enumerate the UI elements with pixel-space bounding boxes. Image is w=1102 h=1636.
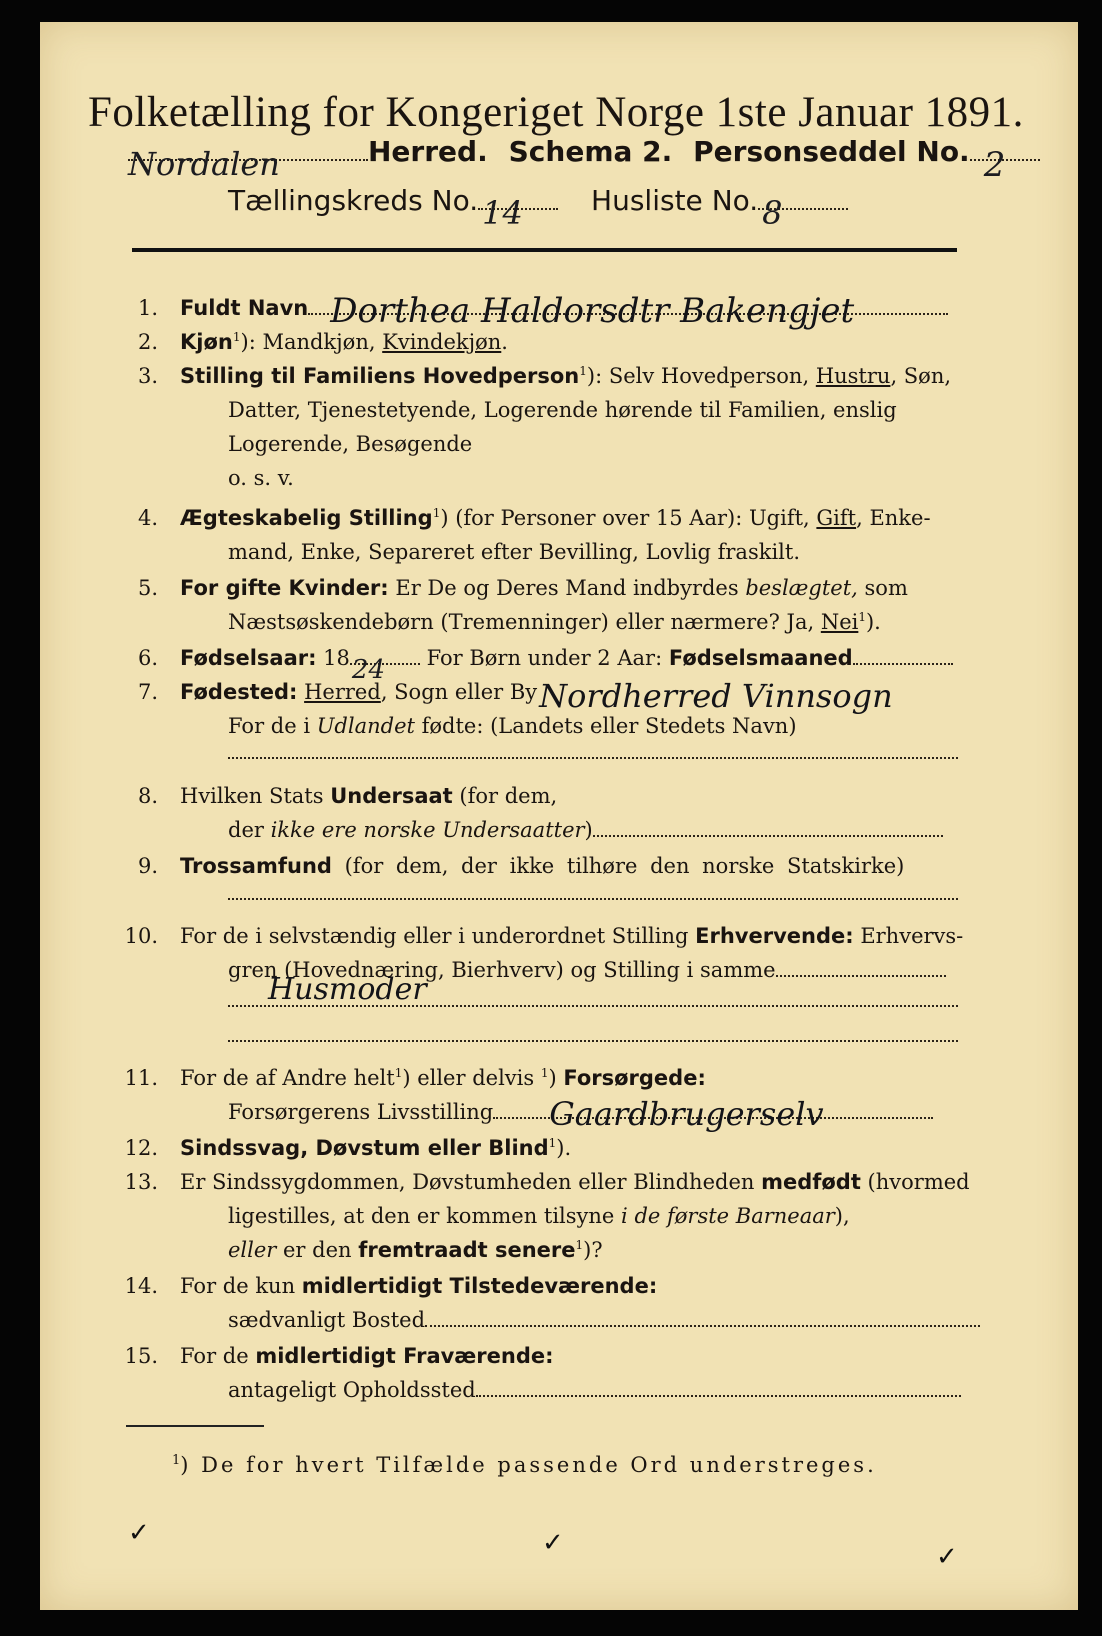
item-5-line-2: [228, 610, 881, 634]
birth-year-field: [350, 655, 420, 685]
item-2-text-c: .: [501, 330, 508, 354]
item-13-line-3-label: fremtraadt senere: [358, 1238, 576, 1262]
item-8-line-2-a: der: [228, 818, 271, 842]
item-13-line-2-b: i de første Barneaar: [621, 1204, 835, 1228]
husliste-field: [758, 194, 848, 232]
item-9-number: 9.: [137, 854, 158, 878]
pen-mark-left: ✓: [128, 1518, 150, 1548]
item-12-after: ).: [556, 1136, 572, 1160]
footnote-divider: [126, 1425, 264, 1427]
item-2-row: [180, 330, 508, 354]
item-10-text-a: For de i selvstændig eller i underordnet Stilling: [180, 924, 696, 948]
personseddel-value: 2: [983, 145, 1006, 185]
item-10-label: Erhvervende:: [695, 924, 854, 948]
item-12-label: Sindssvag, Døvstum eller Blind: [180, 1136, 549, 1160]
item-7-blank-line: [228, 757, 958, 759]
item-8-text-c: (for dem,: [452, 784, 558, 808]
schema-label: Schema 2.: [508, 135, 673, 168]
item-6-number: 6.: [137, 646, 158, 670]
item-5-line-2-end: ).: [865, 610, 881, 634]
provider-occupation-value: Gaardbrugerselv: [549, 1095, 824, 1133]
header-line-2: [228, 184, 848, 232]
item-10-line-2-dots: [776, 975, 946, 977]
personseddel-field: [970, 145, 1040, 185]
pen-mark-center: ✓: [542, 1528, 564, 1558]
item-2-number: 2.: [137, 330, 158, 354]
item-13-line-2: [228, 1204, 850, 1228]
item-9-label: Trossamfund: [180, 854, 332, 878]
item-5-text-c: som: [857, 576, 908, 600]
item-2-selected-option: Kvindekjøn: [382, 330, 502, 354]
kreds-label: Tællingskreds No.: [228, 184, 479, 217]
kreds-value: 14: [482, 194, 523, 232]
item-13-line-3-a: eller: [228, 1238, 277, 1262]
item-14-line-1: [180, 1274, 657, 1298]
item-2-text-a: ): Mandkjøn,: [240, 330, 383, 354]
birth-month-label: Fødselsmaaned: [668, 646, 853, 670]
item-2-label: Kjøn: [180, 330, 233, 354]
item-10-line-2-text: gren (Hovednæring, Bierhverv) og Stilling i samme: [228, 958, 776, 982]
item-15-text-a: For de: [180, 1344, 256, 1368]
provider-occupation-field: [493, 1095, 933, 1133]
husliste-value: 8: [762, 194, 783, 232]
item-13-line-3-b: er den: [276, 1238, 359, 1262]
birth-year-prefix: 18: [316, 646, 350, 670]
item-15-line-2: [228, 1378, 961, 1402]
item-9-blank-line: [228, 898, 958, 900]
item-7-line-1: [180, 677, 977, 715]
item-3-label: Stilling til Familiens Hovedperson: [180, 364, 580, 388]
item-13-line-3-c: )?: [583, 1238, 603, 1262]
item-4-selected-option: Gift: [816, 506, 857, 530]
full-name-field: [308, 291, 948, 331]
item-7-line-2: [228, 714, 797, 738]
item-15-line-1: [180, 1344, 554, 1368]
item-3-selected-option: Hustru: [815, 364, 891, 388]
citizenship-field: [593, 835, 943, 837]
item-13-text-a: Er Sindssygdommen, Døvstumheden eller Blindheden: [180, 1170, 762, 1194]
item-15-line-2-text: antageligt Opholdssted: [228, 1378, 476, 1402]
item-11-line-2: [228, 1095, 933, 1133]
item-15-label: midlertidigt Fraværende:: [255, 1344, 554, 1368]
item-7-selected-option: Herred: [304, 680, 381, 704]
item-3-line-2: Datter, Tjenestetyende, Logerende hørende til Familien, enslig: [228, 398, 897, 422]
item-10-number: 10.: [124, 924, 158, 948]
item-5-text-a: Er De og Deres Mand indbyrdes: [388, 576, 746, 600]
probable-residence-field: [476, 1395, 961, 1397]
item-3-footnote-mark: 1: [579, 364, 587, 378]
item-13-footnote-mark: 1: [575, 1238, 584, 1252]
item-8-label: Undersaat: [330, 784, 453, 808]
item-11-line-1: [180, 1066, 706, 1090]
item-5-line-1: [180, 576, 908, 600]
item-11-text-a: For de af Andre helt: [180, 1066, 395, 1090]
item-4-text-a: ) (for Personer over 15 Aar): Ugift,: [440, 506, 817, 530]
item-10-line-1: [180, 924, 963, 948]
birth-month-field: [853, 663, 953, 665]
item-13-number: 13.: [124, 1170, 158, 1194]
item-6-row: [180, 646, 953, 685]
item-5-label: For gifte Kvinder:: [180, 576, 389, 600]
item-15-number: 15.: [124, 1344, 158, 1368]
item-13-text-c: (hvormed: [860, 1170, 970, 1194]
herred-value: Nordalen: [128, 145, 280, 183]
usual-residence-field: [425, 1325, 980, 1327]
item-7-number: 7.: [137, 680, 158, 704]
item-5-text-b: beslægtet,: [745, 576, 858, 600]
item-3-text-a: ): Selv Hovedperson,: [586, 364, 816, 388]
form-title: Folketælling for Kongeriget Norge 1ste Januar 1891.: [88, 89, 1024, 136]
item-10-text-c: Erhvervs-: [853, 924, 964, 948]
footnote-mark: 1: [172, 1453, 181, 1468]
item-4-line-1: [180, 506, 931, 530]
item-10-blank-line: [228, 1040, 958, 1042]
item-3-text-c: , Søn,: [890, 364, 952, 388]
item-4-line-2: mand, Enke, Separeret efter Bevilling, Lovlig fraskilt.: [228, 540, 801, 564]
item-3-line-4: o. s. v.: [228, 466, 294, 490]
item-4-label: Ægteskabelig Stilling: [180, 506, 433, 530]
census-form-paper: [40, 22, 1078, 1610]
item-8-line-2-b: ikke ere norske Undersaatter: [270, 818, 585, 842]
item-12-number: 12.: [124, 1136, 158, 1160]
item-13-line-1: [180, 1170, 970, 1194]
item-4-number: 4.: [137, 506, 158, 530]
item-8-line-1: [180, 784, 557, 808]
header-divider: [132, 248, 957, 252]
item-12-footnote-mark: 1: [548, 1136, 557, 1150]
item-6-label: Fødselsaar:: [180, 646, 317, 670]
item-13-line-2-c: ),: [834, 1204, 850, 1228]
item-7-line-2-a: For de i: [228, 714, 317, 738]
occupation-value: Husmoder: [268, 972, 427, 1007]
item-14-text-a: For de kun: [180, 1274, 302, 1298]
full-name-value: Dorthea Haldorsdtr Bakengjet: [330, 291, 855, 331]
item-14-line-2: [228, 1308, 980, 1332]
item-1-label: Fuldt Navn: [180, 296, 309, 320]
item-3-line-3: Logerende, Besøgende: [228, 432, 473, 456]
item-12-row: [180, 1136, 571, 1160]
footnote: [172, 1453, 877, 1477]
item-8-line-2: [228, 818, 943, 842]
item-3-number: 3.: [137, 364, 158, 388]
pen-mark-right: ✓: [936, 1542, 958, 1572]
herred-label: Herred.: [368, 135, 488, 168]
header-line-1: [128, 135, 1040, 185]
footnote-text: ) De for hvert Tilfælde passende Ord understreges.: [180, 1453, 877, 1477]
birth-year-value: 24: [351, 655, 385, 685]
item-4-text-c: , Enke-: [856, 506, 931, 530]
item-9-text: (for dem, der ikke tilhøre den norske Statskirke): [331, 854, 905, 878]
item-13-line-2-a: ligestilles, at den er kommen tilsyne: [228, 1204, 622, 1228]
item-9-row: [180, 854, 904, 878]
item-7-label: Fødested:: [180, 680, 298, 704]
item-5-selected-option: Nei: [820, 610, 859, 634]
birthplace-value: Nordherred Vinnsogn: [539, 677, 893, 715]
item-7-text-c: , Sogn eller By: [380, 680, 538, 704]
item-5-number: 5.: [137, 576, 158, 600]
item-11-footnote-mark-2: 1: [540, 1066, 549, 1080]
husliste-label: Husliste No.: [591, 184, 759, 217]
item-14-label: midlertidigt Tilstedeværende:: [301, 1274, 658, 1298]
item-11-text-b: ) eller delvis: [402, 1066, 541, 1090]
item-8-line-2-c: ): [584, 818, 593, 842]
item-4-footnote-mark: 1: [432, 506, 441, 520]
item-7-line-2-b: Udlandet: [316, 714, 415, 738]
herred-field: [128, 145, 368, 183]
item-11-number: 11.: [124, 1066, 158, 1090]
item-11-label: Forsørgede:: [563, 1066, 706, 1090]
item-1-number: 1.: [137, 296, 158, 320]
item-14-line-2-text: sædvanligt Bosted: [228, 1308, 426, 1332]
item-8-text-a: Hvilken Stats: [180, 784, 331, 808]
item-8-number: 8.: [137, 784, 158, 808]
item-6-mid-text: For Børn under 2 Aar:: [419, 646, 663, 670]
item-13-line-3: [228, 1238, 603, 1262]
item-13-label: medfødt: [761, 1170, 861, 1194]
item-11-text-c: ): [548, 1066, 564, 1090]
item-11-footnote-mark-1: 1: [394, 1066, 403, 1080]
item-5-line-2-text: Næstsøskendebørn (Tremenninger) eller nærmere? Ja,: [228, 610, 821, 634]
item-11-line-2-text: Forsørgerens Livsstilling: [228, 1100, 494, 1124]
kreds-field: [478, 194, 558, 232]
item-2-footnote-mark: 1: [232, 330, 241, 344]
personseddel-label: Personseddel No.: [693, 135, 970, 168]
item-5-footnote-mark: 1: [858, 610, 866, 624]
item-14-number: 14.: [124, 1274, 158, 1298]
item-7-line-2-c: fødte: (Landets eller Stedets Navn): [414, 714, 797, 738]
item-3-line-1: [180, 364, 960, 388]
item-1-row: [180, 291, 948, 331]
